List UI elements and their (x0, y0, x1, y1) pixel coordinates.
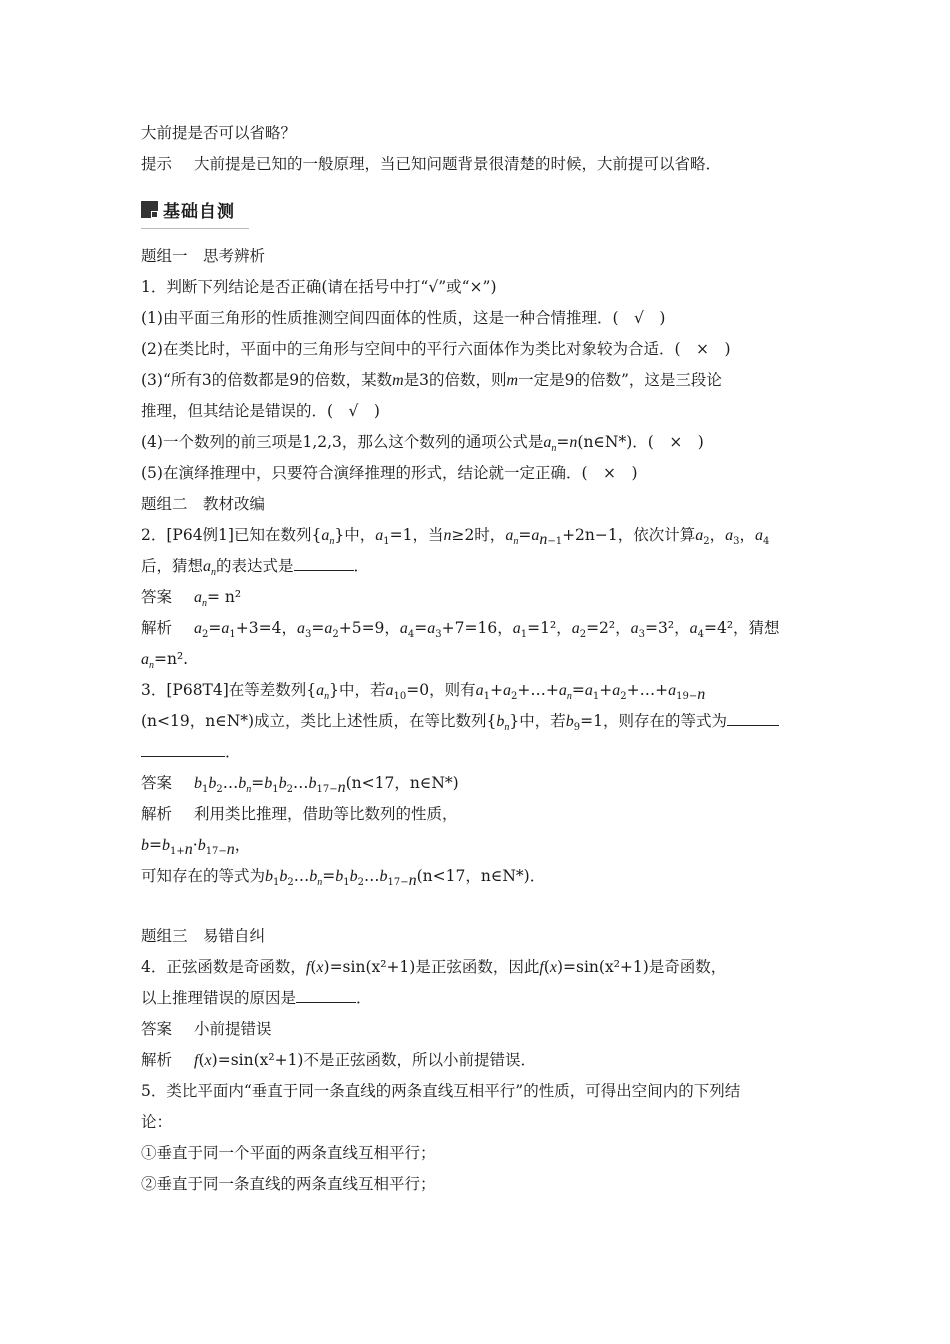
q1-statement-2: (2)在类比时，平面中的三角形与空间中的平行六面体作为类比对象较为合适．( × ) (141, 340, 731, 358)
hint-label: 提示 (141, 155, 173, 173)
q2-stem-cont: 后，猜想$a_n$的表达式是 ． (141, 557, 370, 579)
top-question: 大前提是否可以省略？ (141, 124, 297, 142)
q2-answer: 答案 $a_n= n^2$ (141, 588, 242, 610)
q3-analysis: 解析 利用类比推理，借助等比数列的性质， (141, 805, 458, 823)
group1-title: 题组一 思考辨析 (141, 247, 266, 265)
q2-answer-blank (294, 556, 354, 571)
q5-option-2: ②垂直于同一条直线的两条直线互相平行； (141, 1175, 436, 1193)
section-square-icon (141, 201, 158, 218)
q2-analysis-cont: $a_n=n^2$. (141, 650, 189, 672)
q3-answer-blank-a (727, 711, 779, 726)
hint-text: 大前提是已知的一般原理，当已知问题背景很清楚的时候，大前提可以省略． (194, 155, 722, 173)
q4-answer-blank (296, 988, 356, 1003)
q5-option-1: ①垂直于同一个平面的两条直线互相平行； (141, 1144, 436, 1162)
q2-analysis: 解析 $a_2=a_1+3=4$，$a_3=a_2+5=9$，$a_4=a_3+7=16$，$a_1=1^2$，$a_2=2^2$，$a_3=3^2$，$a_4=4^2$，猜想 (141, 619, 780, 641)
q3-analysis-formula: $b=b_{1+n}\cdot b_{17-n}$， (141, 836, 251, 859)
q4-answer: 答案 小前提错误 (141, 1020, 272, 1038)
q1-stem: 1．判断下列结论是否正确(请在括号中打“√”或“×”) (141, 278, 497, 296)
q3-answer-blank-b (141, 742, 225, 757)
q1-statement-3-cont: 推理，但其结论是错误的．( √ ) (141, 402, 380, 420)
q1-statement-5: (5)在演绎推理中，只要符合演绎推理的形式，结论就一定正确．( × ) (141, 464, 638, 482)
q4-stem: 4．正弦函数是奇函数，f(x)=sin(x²+1)是正弦函数，因此f(x)=sin(x²+1)是奇函数， (141, 958, 727, 976)
document-content (141, 118, 811, 1200)
q4-analysis: 解析 f(x)=sin(x²+1)不是正弦函数，所以小前提错误． (141, 1051, 536, 1069)
q3-analysis-conclusion: 可知存在的等式为$b_1b_2\dots b_n=b_1b_2\dots b_{17-n}(n<17$，n∈N*)． (141, 867, 546, 890)
section-header (141, 192, 249, 229)
q1-statement-3: (3)“所有3的倍数都是9的倍数，某数m是3的倍数，则m一定是9的倍数”，这是三段论 (141, 371, 722, 389)
q3-stem-cont: (n<19，n∈N*)成立，类比上述性质，在等比数列$\{b_n\}$中，若$b_9=1$，则存在的等式为 (141, 706, 811, 737)
q5-stem-cont: 论： (141, 1113, 173, 1131)
q1-statement-1: (1)由平面三角形的性质推测空间四面体的性质，这是一种合情推理．( √ ) (141, 309, 666, 327)
group2-title: 题组二 教材改编 (141, 495, 266, 513)
q3-answer: 答案 $b_1b_2\dots b_n=b_1b_2\dots b_{17-n}(n<17$，n∈N*) (141, 774, 459, 797)
analysis-label: 解析 (141, 619, 173, 637)
q1-statement-4: (4)一个数列的前三项是1,2,3，那么这个数列的通项公式是$a_n=n(n\in N*)$．( × ) (141, 433, 704, 455)
q4-stem-cont: 以上推理错误的原因是 ． (141, 989, 372, 1007)
q5-stem: 5．类比平面内“垂直于同一条直线的两条直线互相平行”的性质，可得出空间内的下列结 (141, 1082, 741, 1100)
section-title: 基础自测 (163, 201, 235, 222)
group3-title: 题组三 易错自纠 (141, 927, 266, 945)
q3-stem: 3．[P68T4]在等差数列$\{a_n\}$中，若$a_{10}=0$，则有$a_1+a_2+\dots+a_n=a_1+a_2+\dots+a_{19-n}$ (141, 681, 706, 704)
q3-stem-blank: ． (141, 737, 811, 768)
answer-label: 答案 (141, 588, 173, 606)
q2-stem: 2．[P64例1]已知在数列$\{a_n\}$中，$a_1=1$，当n≥2时，$a_n=a_{n-1}+2n-1$，依次计算$a_2$，$a_3$，$a_4$ (141, 526, 770, 549)
top-hint (141, 149, 811, 180)
